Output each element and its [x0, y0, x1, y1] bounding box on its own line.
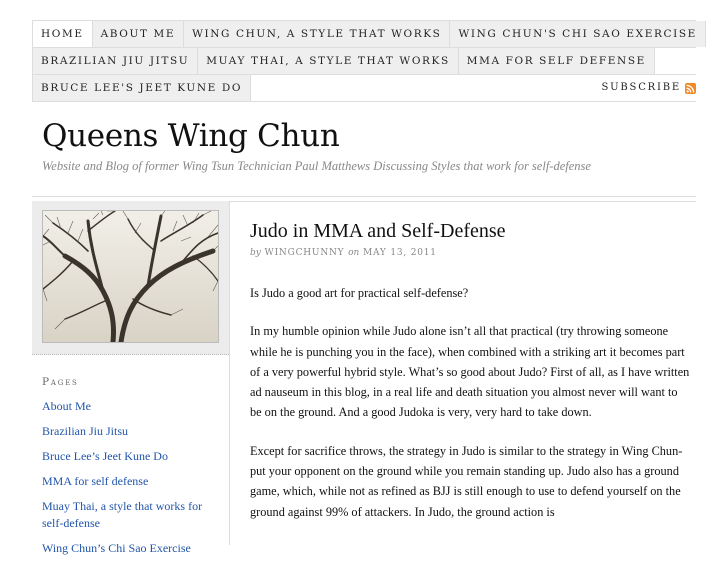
- nav-item-wing-chun[interactable]: WING CHUN, A STYLE THAT WORKS: [184, 21, 450, 47]
- nav-item-muay-thai[interactable]: MUAY THAI, A STYLE THAT WORKS: [198, 48, 459, 74]
- nav-item-chi-sao[interactable]: WING CHUN'S CHI SAO EXERCISE: [450, 21, 705, 47]
- site-description: Website and Blog of former Wing Tsun Technician Paul Matthews Discussing Styles that work for self-defense: [42, 159, 591, 173]
- pages-heading: Pages: [42, 376, 79, 388]
- rss-icon: [685, 83, 696, 94]
- tree-branches-photo: [42, 210, 219, 343]
- nav-item-home[interactable]: HOME: [32, 21, 93, 47]
- nav-item-mma[interactable]: MMA FOR SELF DEFENSE: [459, 48, 655, 74]
- post-author[interactable]: WINGCHUNNY: [264, 248, 345, 258]
- sidebar-link-bjj[interactable]: Brazilian Jiu Jitsu: [42, 424, 128, 438]
- post-meta: [250, 248, 437, 258]
- sidebar-link-muay-thai[interactable]: Muay Thai, a style that works for self-defense: [42, 499, 203, 530]
- nav-item-about-me[interactable]: ABOUT ME: [93, 21, 185, 47]
- post-paragraph: Except for sacrifice throws, the strategy in Judo is similar to the strategy in Wing Chun- put your opponent on the ground while you remain standing up. Judo also has a ground game, which, while not as refined as BJJ is still enough to use to defend yourself on the ground against 99% of attackers. In Judo, the ground action is: [250, 443, 683, 519]
- post-title[interactable]: Judo in MMA and Self-Defense: [250, 220, 506, 242]
- subscribe-link[interactable]: [602, 75, 696, 101]
- post-body: [250, 283, 690, 540]
- post-paragraph: Is Judo a good art for practical self-defense?: [250, 286, 469, 300]
- sidebar-link-about-me[interactable]: About Me: [42, 399, 91, 413]
- subscribe-label: SUBSCRIBE: [601, 82, 681, 93]
- top-navigation: [32, 20, 696, 102]
- nav-row-1: [32, 21, 696, 48]
- post-paragraph: In my humble opinion while Judo alone isn’t all that practical (try throwing someone while he is punching you in the face), when combined with a striking art it becomes part of a very powerful hybrid style. What’s so good about Judo? First of all, as I have written ad nauseum in this blog, in a real life and death situation you almost never will want to be on the ground. And a good Judoka is very, very hard to take down.: [250, 324, 690, 420]
- sidebar-link-jkd[interactable]: Bruce Lee’s Jeet Kune Do: [42, 449, 168, 463]
- site-title[interactable]: Queens Wing Chun: [42, 118, 340, 154]
- meta-on-label: on: [348, 248, 360, 258]
- sidebar-link-mma[interactable]: MMA for self defense: [42, 474, 149, 488]
- meta-by-label: by: [250, 248, 261, 258]
- pages-list: [42, 398, 222, 565]
- nav-item-jkd[interactable]: BRUCE LEE'S JEET KUNE DO: [32, 75, 251, 101]
- nav-row-3: [32, 75, 696, 102]
- nav-spacer: [251, 75, 601, 101]
- sidebar-link-chi-sao[interactable]: Wing Chun’s Chi Sao Exercise: [42, 540, 191, 555]
- nav-item-bjj[interactable]: BRAZILIAN JIU JITSU: [32, 48, 198, 74]
- sidebar-divider: [229, 201, 230, 545]
- post-date: MAY 13, 2011: [362, 248, 437, 258]
- sidebar-photo-panel: [32, 201, 229, 355]
- nav-row-2: [32, 48, 696, 75]
